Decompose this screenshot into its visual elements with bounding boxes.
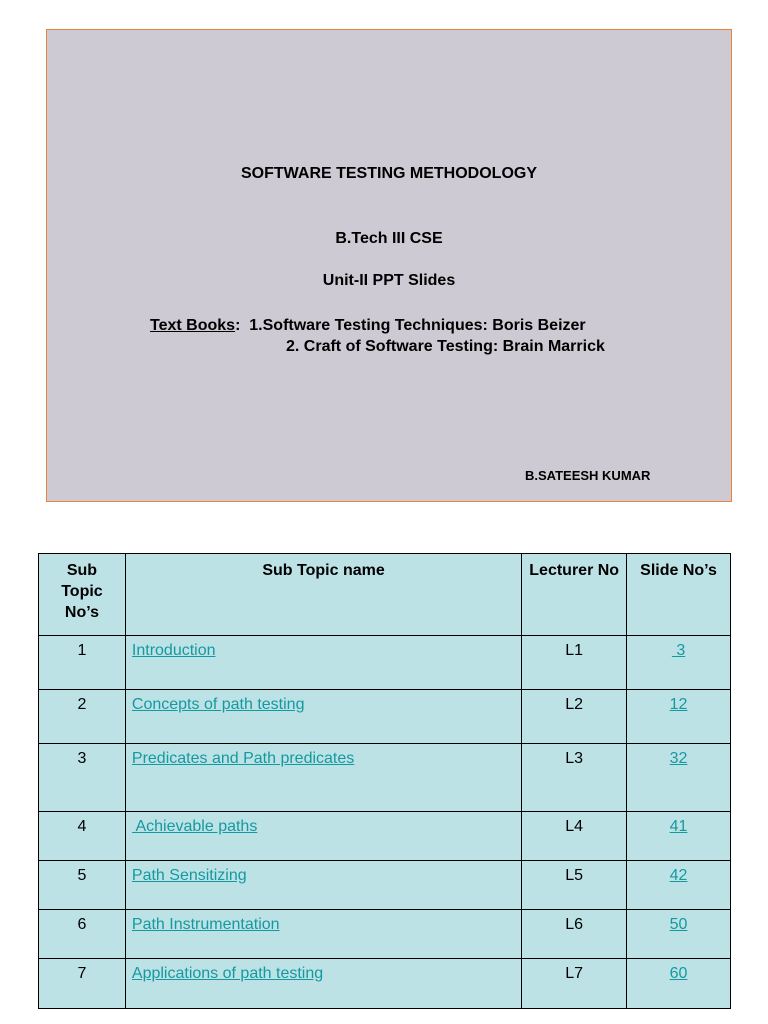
- slide-link-3[interactable]: 3: [671, 642, 686, 659]
- topic-link-predicates[interactable]: Predicates and Path predicates: [131, 750, 355, 767]
- topic-link-introduction[interactable]: Introduction: [131, 642, 216, 659]
- book-2: 2. Craft of Software Testing: Brain Marrick: [286, 338, 605, 355]
- slide-link-32[interactable]: 32: [669, 750, 688, 767]
- row-lecturer: L4: [522, 812, 627, 861]
- slide-link-41[interactable]: 41: [669, 818, 688, 835]
- table-row: [39, 910, 731, 959]
- table-row: [39, 959, 731, 1009]
- table-row: [39, 744, 731, 812]
- topics-table: [38, 553, 731, 1009]
- table-header-row: [39, 554, 731, 636]
- text-books-line-1: [150, 315, 605, 336]
- title-slide: [46, 29, 732, 502]
- book-1: 1.Software Testing Techniques: Boris Beizer: [249, 317, 586, 334]
- header-lecturer-no: Lecturer No: [522, 554, 627, 636]
- header-sub-topic-no: Sub Topic No’s: [39, 554, 126, 636]
- course-name: B.Tech III CSE: [335, 230, 443, 247]
- row-no: 6: [39, 910, 126, 959]
- topic-link-applications-of-path-testing[interactable]: Applications of path testing: [131, 965, 324, 982]
- author-name: B.SATEESH KUMAR: [525, 468, 651, 483]
- text-books-separator: :: [235, 317, 250, 334]
- topic-link-path-instrumentation[interactable]: Path Instrumentation: [131, 916, 280, 933]
- topic-link-concepts-of-path-testing[interactable]: Concepts of path testing: [131, 696, 305, 713]
- slide-link-12[interactable]: 12: [669, 696, 688, 713]
- slide-title: SOFTWARE TESTING METHODOLOGY: [241, 165, 537, 182]
- row-lecturer: L7: [522, 959, 627, 1009]
- unit-name: Unit-II PPT Slides: [322, 272, 456, 289]
- header-sub-topic-name: Sub Topic name: [125, 554, 521, 636]
- row-lecturer: L6: [522, 910, 627, 959]
- table-row: [39, 690, 731, 744]
- text-books: [150, 315, 605, 357]
- row-lecturer: L2: [522, 690, 627, 744]
- slide-link-50[interactable]: 50: [669, 916, 688, 933]
- topic-link-path-sensitizing[interactable]: Path Sensitizing: [131, 867, 247, 884]
- row-no: 2: [39, 690, 126, 744]
- row-no: 5: [39, 861, 126, 910]
- row-lecturer: L3: [522, 744, 627, 812]
- table-row: [39, 861, 731, 910]
- table-row: [39, 636, 731, 690]
- row-no: 1: [39, 636, 126, 690]
- row-no: 7: [39, 959, 126, 1009]
- row-lecturer: L5: [522, 861, 627, 910]
- text-books-label: Text Books: [150, 317, 236, 334]
- row-lecturer: L1: [522, 636, 627, 690]
- row-no: 3: [39, 744, 126, 812]
- header-slide-no: Slide No’s: [627, 554, 731, 636]
- table-row: [39, 812, 731, 861]
- row-no: 4: [39, 812, 126, 861]
- slide-link-60[interactable]: 60: [669, 965, 688, 982]
- topic-link-achievable-paths[interactable]: Achievable paths: [131, 818, 258, 835]
- slide-link-42[interactable]: 42: [669, 867, 688, 884]
